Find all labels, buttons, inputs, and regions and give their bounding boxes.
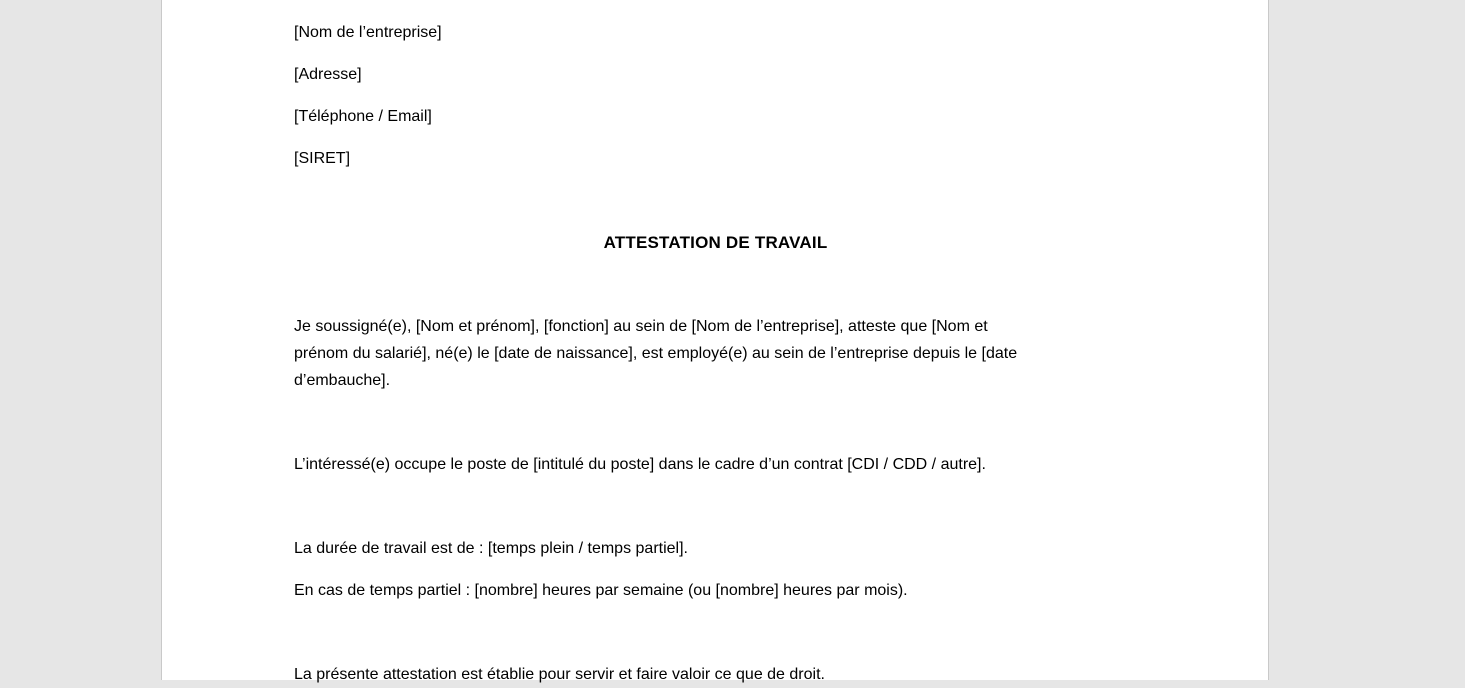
text-line: prénom du salarié], né(e) le [date de naissance], est employé(e) au sein de l’entreprise depuis le [date (294, 345, 1018, 362)
document-title[interactable]: ATTESTATION DE TRAVAIL (603, 233, 828, 252)
position-paragraph[interactable]: L’intéressé(e) occupe le poste de [intitulé du poste] dans le cadre d’un contrat [CDI / CDD / autre]. (294, 456, 986, 473)
company-header-block[interactable] (294, 19, 1137, 172)
closing-paragraph[interactable]: La présente attestation est établie pour servir et faire valoir ce que de droit. (294, 666, 825, 683)
blank-line (294, 187, 1137, 214)
text-line: [Nom de l’entreprise] (294, 24, 442, 41)
part-time-paragraph[interactable]: En cas de temps partiel : [nombre] heures par semaine (ou [nombre] heures par mois). (294, 582, 908, 599)
text-line: [SIRET] (294, 150, 351, 167)
work-duration-paragraph[interactable]: La durée de travail est de : [temps plein / temps partiel]. (294, 540, 688, 557)
page-content (162, 0, 1268, 688)
text-line: d’embauche]. (294, 372, 391, 389)
intro-paragraph[interactable] (294, 313, 1137, 394)
blank-line (294, 271, 1137, 298)
blank-line (294, 619, 1137, 646)
blank-line (294, 493, 1137, 520)
document-page[interactable] (161, 0, 1269, 683)
blank-line (294, 409, 1137, 436)
text-line: Je soussigné(e), [Nom et prénom], [fonction] au sein de [Nom de l’entreprise], atteste que [Nom et (294, 318, 988, 335)
text-line: [Adresse] (294, 66, 362, 83)
text-line: [Téléphone / Email] (294, 108, 432, 125)
